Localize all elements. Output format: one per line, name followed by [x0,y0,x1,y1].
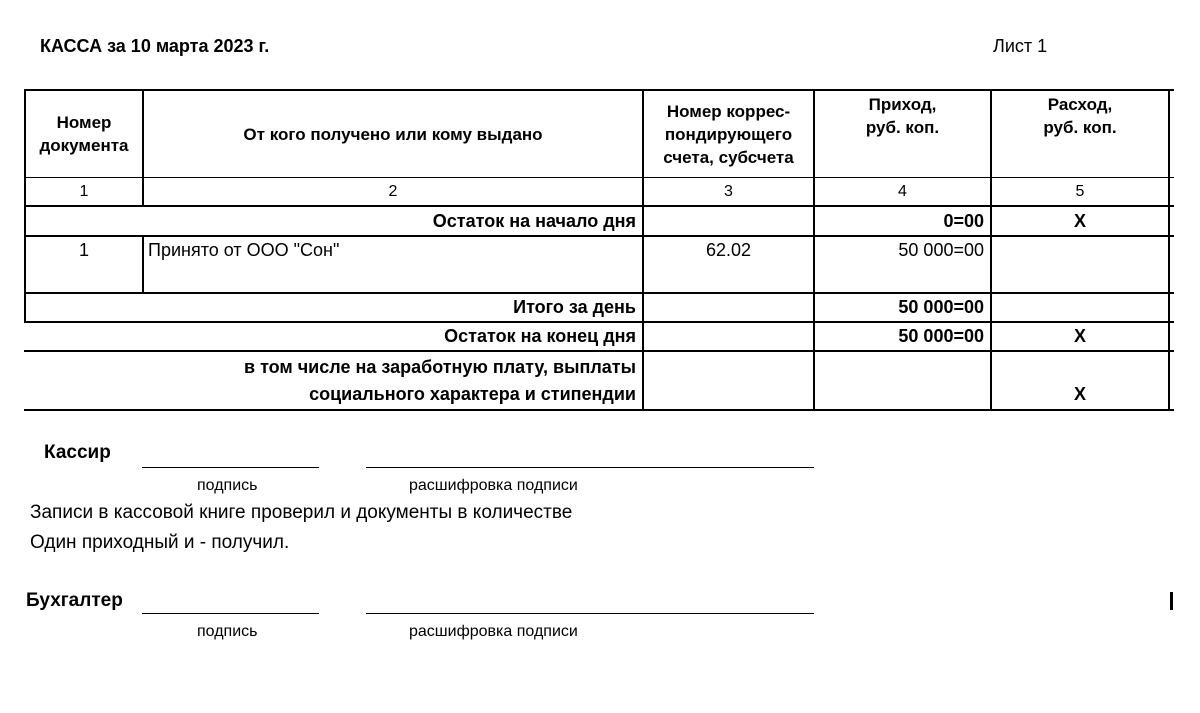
check-text-line-2: Один приходный и - получил. [30,532,290,553]
column-header-account: Номер коррес-пондирующего счета, субсчета [663,101,794,167]
entry-expense [992,240,1168,290]
day-total-income: 50 000=00 [898,297,984,317]
closing-balance-income: 50 000=00 [898,326,984,346]
closing-divider [24,350,1174,352]
check-text-line-1: Записи в кассовой книге проверил и документы в количестве [30,502,573,523]
column-number-5: 5 [1075,183,1085,200]
column-number-3: 3 [724,183,733,200]
entry-party: Принято от ООО "Сон" [148,240,340,260]
column-header-income: Приход, руб. коп. [865,95,940,137]
column-number-1: 1 [79,183,89,200]
page-title: КАССА за 10 марта 2023 г. [40,36,270,56]
accountant-signature-caption: подпись [197,623,258,640]
cashier-decoding-caption: расшифровка подписи [409,477,578,494]
entry-account: 62.02 [705,240,752,260]
table-border-bottom [24,409,1174,411]
closing-balance-expense: Х [1073,326,1086,346]
column-header-doc-number: Номер документа [39,113,129,155]
column-number-4: 4 [898,183,907,200]
opening-balance-income: 0=00 [943,210,984,231]
entry-income: 50 000=00 [898,240,984,260]
cashier-signature-caption: подпись [197,477,258,494]
accountant-label: Бухгалтер [26,590,123,611]
entry-doc-number: 1 [78,240,89,260]
sheet-number: Лист 1 [993,36,1048,56]
accountant-decoding-line [366,613,814,614]
column-number-2: 2 [388,183,398,200]
opening-balance-expense: Х [1073,210,1086,231]
day-total-label: Итого за день [513,297,636,317]
column-header-expense: Расход, руб. коп. [1043,95,1117,137]
closing-balance-label: Остаток на конец дня [444,326,636,346]
opening-balance-label: Остаток на начало дня [432,210,636,231]
cashier-label: Кассир [44,442,111,463]
cashier-decoding-line [366,467,814,468]
border-right [1168,89,1170,410]
cashier-signature-line [142,467,319,468]
cropped-edge-mark [1170,592,1173,610]
salary-line-label: в том числе на заработную плату, выплаты социального характера и стипендии [244,357,636,404]
accountant-signature-line [142,613,319,614]
column-header-party: От кого получено или кому выдано [243,124,543,144]
header-divider [24,177,1174,178]
day-total-expense [992,294,1168,321]
col-divider-1-2-entry [142,235,144,293]
opening-divider [24,235,1174,237]
salary-line-expense: Х [1073,384,1086,404]
accountant-decoding-caption: расшифровка подписи [409,623,578,640]
